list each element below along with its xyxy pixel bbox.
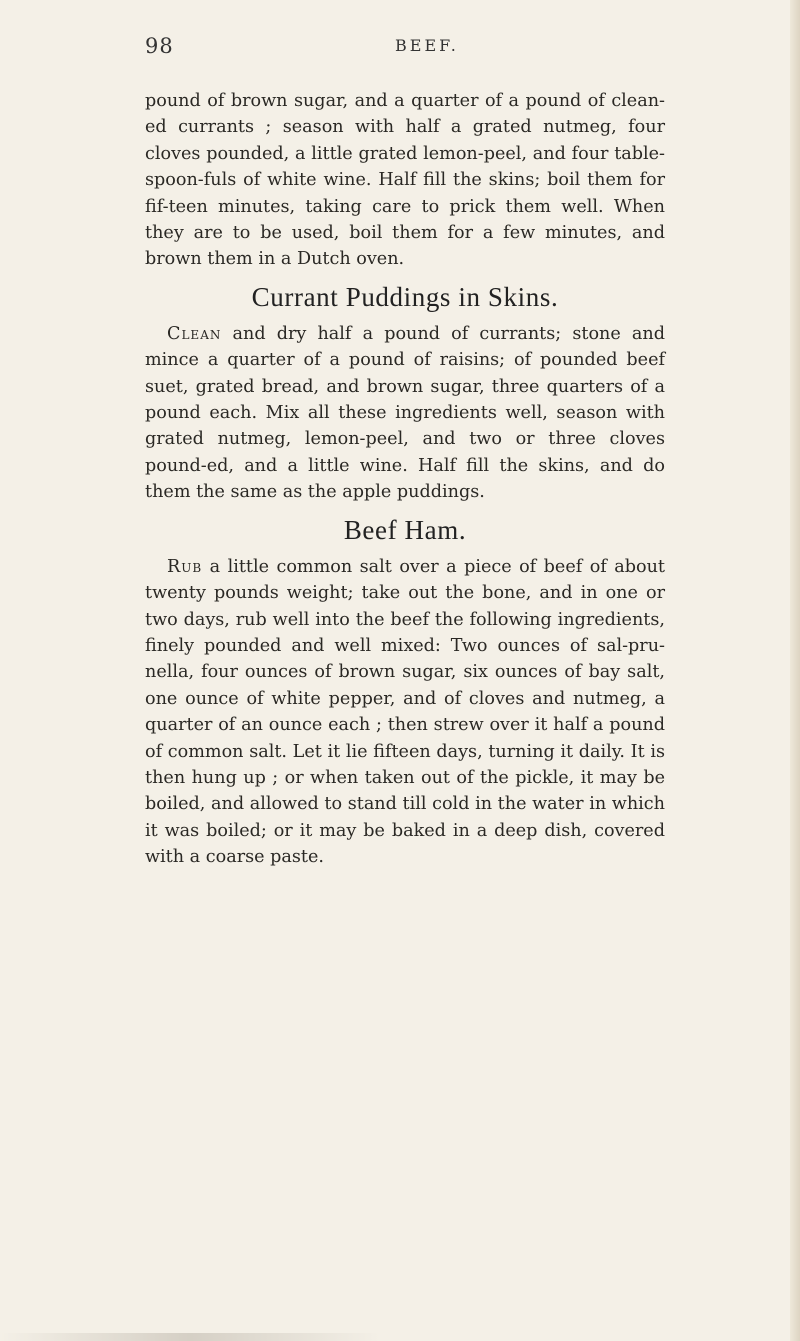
page-bottom-shadow xyxy=(0,1333,380,1341)
intro-paragraph: pound of brown sugar, and a quarter of a pound of clean-ed currants ; season with half a grated nutmeg, four cloves pounded, a little grated lemon-peel, and four table-spoon-fuls of white wine. Half fill the skins; boil them for fif-teen minutes, taking care to prick them well. When they are to be used, boil them for a few minutes, and brown them in a Dutch oven. xyxy=(145,91,665,270)
ham-lead-word: Rub xyxy=(167,556,203,577)
beef-ham-paragraph xyxy=(145,554,665,871)
section-title-currant-puddings: Currant Puddings in Skins. xyxy=(251,281,559,312)
page-body xyxy=(145,88,665,871)
currant-body-text: and dry half a pound of currants; stone and mince a quarter of a pound of raisins; of pounded beef suet, grated bread, and brown sugar, three quarters of a pound each. Mix all these ingredients well, season with grated nutmeg, lemon-peel, and two or three cloves pound-ed, and a little wine. Half fill the skins, and do them the same as the apple puddings. xyxy=(145,323,665,503)
currant-puddings-paragraph xyxy=(145,321,665,506)
page-number: 98 xyxy=(145,34,174,58)
page-edge xyxy=(790,0,800,1341)
section-title-beef-ham: Beef Ham. xyxy=(343,514,467,545)
running-head: BEEF. xyxy=(395,36,459,55)
ham-body-text: a little common salt over a piece of beef of about twenty pounds weight; take out the bone, and in one or two days, rub well into the beef the following ingredients, finely pounded and well mixed: Two ounces of sal-pru-nella, four ounces of brown sugar, six ounces of bay salt, one ounce of white pepper, and of cloves and nutmeg, a quarter of an ounce each ; then strew over it half a pound of common salt. Let it lie fifteen days, turning it daily. It is then hung up ; or when taken out of the pickle, it may be boiled, and allowed to stand till cold in the water in which it was boiled; or it may be baked in a deep dish, covered with a coarse paste. xyxy=(145,556,665,868)
currant-lead-word: Clean xyxy=(167,323,222,344)
page-header xyxy=(145,34,665,66)
